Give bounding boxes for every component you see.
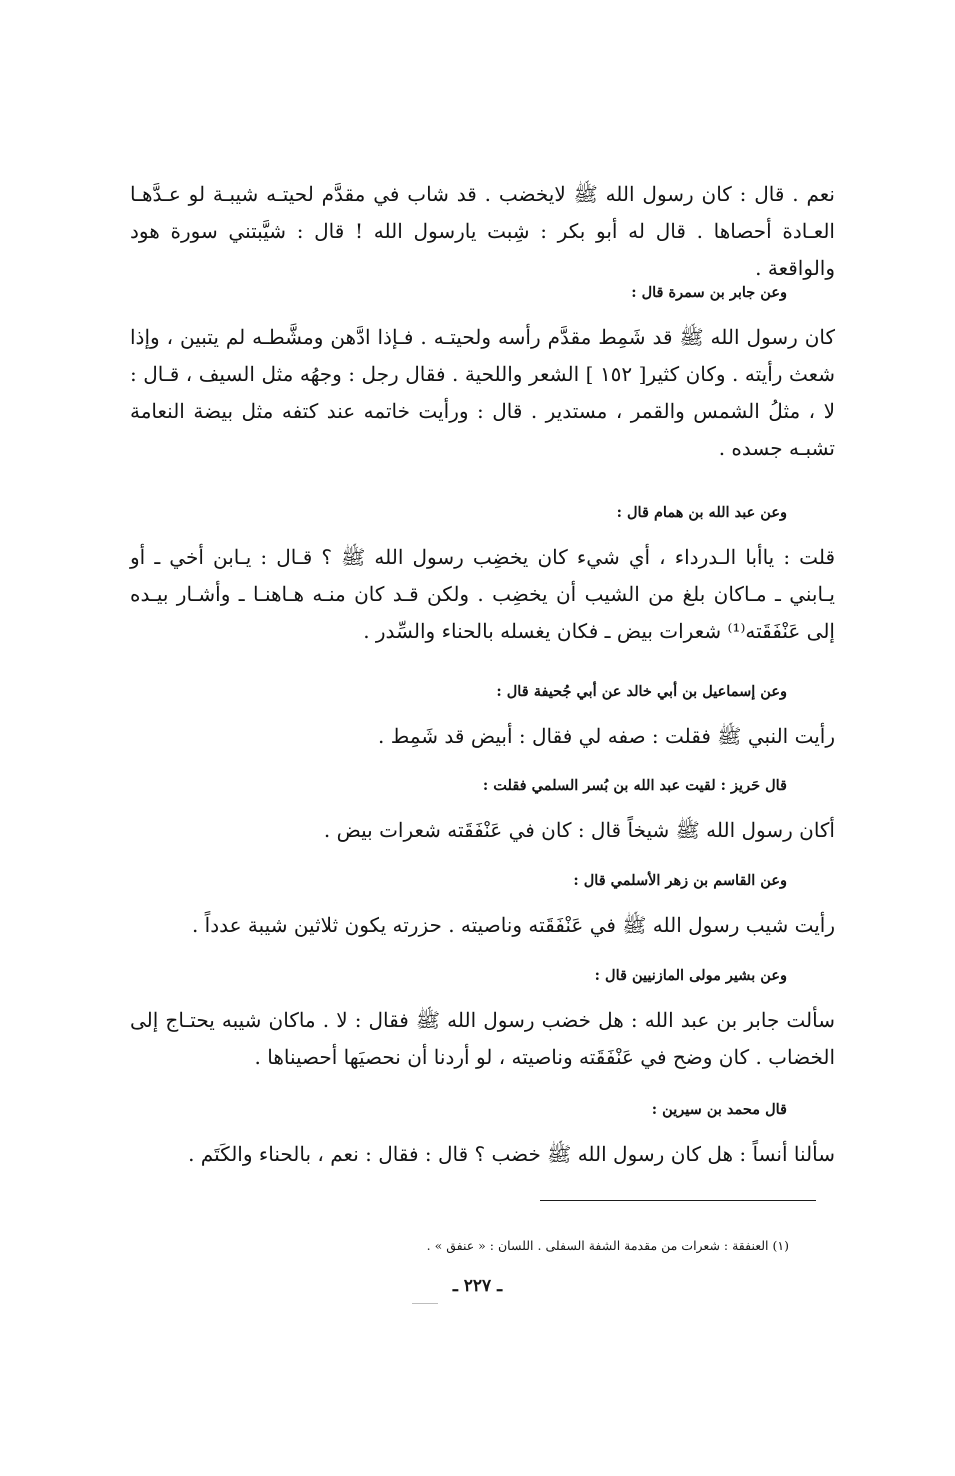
section-heading-5: قال حَريز : لقيت عبد الله بن بُسر السلمي فقلت : bbox=[482, 777, 787, 794]
page-number: ـ ٢٢٧ ـ bbox=[452, 1276, 503, 1296]
paragraph-6: رأيت شيب رسول الله ﷺ في عَنْفَقَته وناصيته . حزرته يكون ثلاثين شيبة عدداً . bbox=[191, 913, 835, 937]
section-heading-2: وعن جابر بن سمرة قال : bbox=[631, 284, 787, 301]
scan-artifact bbox=[412, 1303, 438, 1304]
paragraph-4: رأيت النبي ﷺ فقلت : صفه لي فقال : أبيض قد شَمِط . bbox=[378, 724, 835, 748]
section-4 bbox=[130, 681, 835, 755]
footnote-divider bbox=[540, 1200, 816, 1201]
paragraph-5: أكان رسول الله ﷺ شيخاً قال : كان في عَنْفَقَته شعرات بيض . bbox=[323, 818, 835, 842]
paragraph-8: سألنا أنساً : هل كان رسول الله ﷺ خضب ؟ قال : فقال : نعم ، بالحناء والكَتَم . bbox=[188, 1142, 835, 1166]
paragraph-7: سألت جابر بن عبد الله : هل خضب رسول الله ﷺ فقال : لا . ماكان شيبه يحتـاج إلى الخضاب . كان وضح في عَنْفَقَته وناصيته ، لو أردنا أن نحصيَها أحصيناها . bbox=[130, 1008, 835, 1069]
section-heading-6: وعن القاسم بن زهر الأسلمي قال : bbox=[573, 872, 787, 889]
paragraph-1: نعم . قال : كان رسول الله ﷺ لايخضب . قد شاب في مقدَّم لحيتـه شيبـة لو عـدَّهـا العـادة أحصاها . قال له أبو بكر : شِبت يارسول الله ! قال : شيَّبتني سورة هود والواقعة . bbox=[130, 182, 835, 280]
paragraph-3: قلت : ياأبا الـدرداء ، أي شيء كان يخضِب رسول الله ﷺ ؟ قـال : يـابن أخي ـ أو يـابني ـ مـاكان بلغ من الشيب أن يخضِب . ولكن قـد كان منـه هـاهنـا ـ وأشـار بيـده إلى عَنْفَقَته⁽¹⁾ شعرات بيض ـ فكان يغسله بالحناء والسِّدر . bbox=[130, 545, 835, 643]
section-heading-4: وعن إسماعيل بن أبي خالد عن أبي جُحيفة قال : bbox=[496, 683, 787, 700]
footnote: (١) العنفقة : شعرات من مقدمة الشفة السفلى . اللسان : « عنفق » . bbox=[426, 1238, 789, 1253]
section-6 bbox=[130, 870, 835, 944]
section-5 bbox=[130, 775, 835, 849]
section-2 bbox=[130, 282, 835, 467]
section-heading-7: وعن بشير مولى المازنيين قال : bbox=[594, 967, 787, 984]
section-3 bbox=[130, 502, 835, 650]
section-heading-3: وعن عبد الله بن همام قال : bbox=[616, 504, 787, 521]
section-8 bbox=[130, 1099, 835, 1173]
section-1 bbox=[130, 176, 835, 287]
section-heading-8: قال محمد بن سيرين : bbox=[651, 1101, 787, 1118]
section-7 bbox=[130, 965, 835, 1076]
paragraph-2: كان رسول الله ﷺ قد شَمِط مقدَّم رأسه ولحيتـه . فـإذا ادَّهن ومشَّطـه لم يتبين ، وإذا شعث رأيته . وكان كثير[ ١٥٢ ] الشعر واللحية . فقال رجل : وجهُه مثل السيف ، قـال : لا ، مثلُ الشمس والقمر ، مستدير . قال : ورأيت خاتمه عند كتفه مثل بيضة النعامة تشبـه جسده . bbox=[130, 325, 835, 460]
